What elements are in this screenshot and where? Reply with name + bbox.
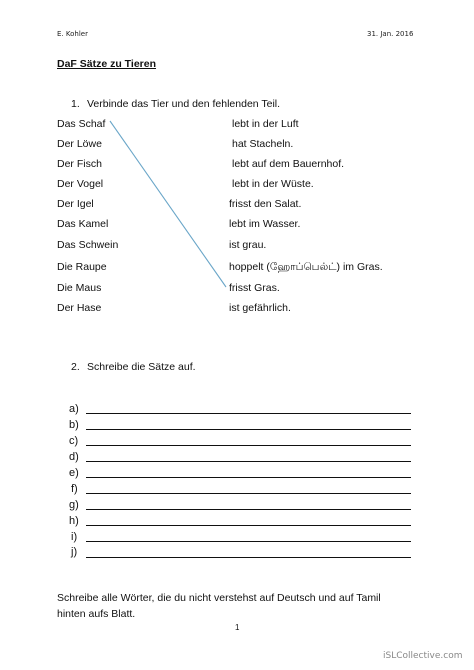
answer-letter: f) (71, 483, 78, 495)
homework-note (57, 590, 381, 622)
animal-item: Der Vogel (57, 178, 104, 190)
animal-item: Das Schwein (57, 239, 119, 251)
part-item: lebt im Wasser. (229, 218, 301, 230)
task2-number: 2. (71, 361, 80, 373)
animal-item: Die Maus (57, 282, 102, 294)
answer-letter: d) (69, 451, 79, 463)
answer-line[interactable] (86, 413, 411, 414)
animal-item: Der Igel (57, 198, 94, 210)
animal-item: Der Fisch (57, 158, 102, 170)
answer-line[interactable] (86, 509, 411, 510)
answer-line[interactable] (86, 429, 411, 430)
part-item: frisst Gras. (229, 282, 280, 294)
worksheet-title: DaF Sätze zu Tieren (57, 58, 157, 70)
answer-letter: h) (69, 515, 79, 527)
part-item: hat Stacheln. (232, 138, 294, 150)
part-item: frisst den Salat. (229, 198, 302, 210)
answer-line[interactable] (86, 557, 411, 558)
homework-note-line: Schreibe alle Wörter, die du nicht verstehst auf Deutsch und auf Tamil (57, 592, 381, 604)
part-item: hoppelt (ஹோப்பெல்ட்) im Gras. (229, 261, 383, 273)
answer-letter: a) (69, 403, 79, 415)
homework-note-line: hinten aufs Blatt. (57, 608, 136, 620)
answer-letter: g) (69, 499, 79, 511)
answer-line[interactable] (86, 477, 411, 478)
part-item: ist gefährlich. (229, 302, 291, 314)
page-number: 1 (235, 623, 240, 632)
answer-letter: b) (69, 419, 79, 431)
answer-letter: c) (69, 435, 79, 447)
animal-item: Der Löwe (57, 138, 102, 150)
watermark: iSLCollective.com (383, 651, 463, 661)
task2-instruction: Schreibe die Sätze auf. (87, 361, 196, 373)
animal-item: Das Kamel (57, 218, 109, 230)
connector-stroke (110, 121, 226, 287)
answer-letter: e) (69, 467, 79, 479)
answer-letter: j) (71, 546, 78, 558)
task1-instruction: Verbinde das Tier und den fehlenden Teil. (87, 98, 281, 110)
part-item: lebt auf dem Bauernhof. (232, 158, 345, 170)
answer-line[interactable] (86, 445, 411, 446)
part-item: ist grau. (229, 239, 267, 251)
answer-line[interactable] (86, 541, 411, 542)
task1-number: 1. (71, 98, 80, 110)
part-item: lebt in der Wüste. (232, 178, 314, 190)
author-name: E. Kohler (57, 30, 88, 38)
answer-line[interactable] (86, 525, 411, 526)
animal-item: Der Hase (57, 302, 102, 314)
answer-line[interactable] (86, 461, 411, 462)
part-item: lebt in der Luft (232, 118, 299, 130)
animal-item: Das Schaf (57, 118, 106, 130)
document-date: 31. Jan. 2016 (367, 30, 414, 38)
answer-line[interactable] (86, 493, 411, 494)
answer-letter: i) (71, 531, 78, 543)
animal-item: Die Raupe (57, 261, 107, 273)
